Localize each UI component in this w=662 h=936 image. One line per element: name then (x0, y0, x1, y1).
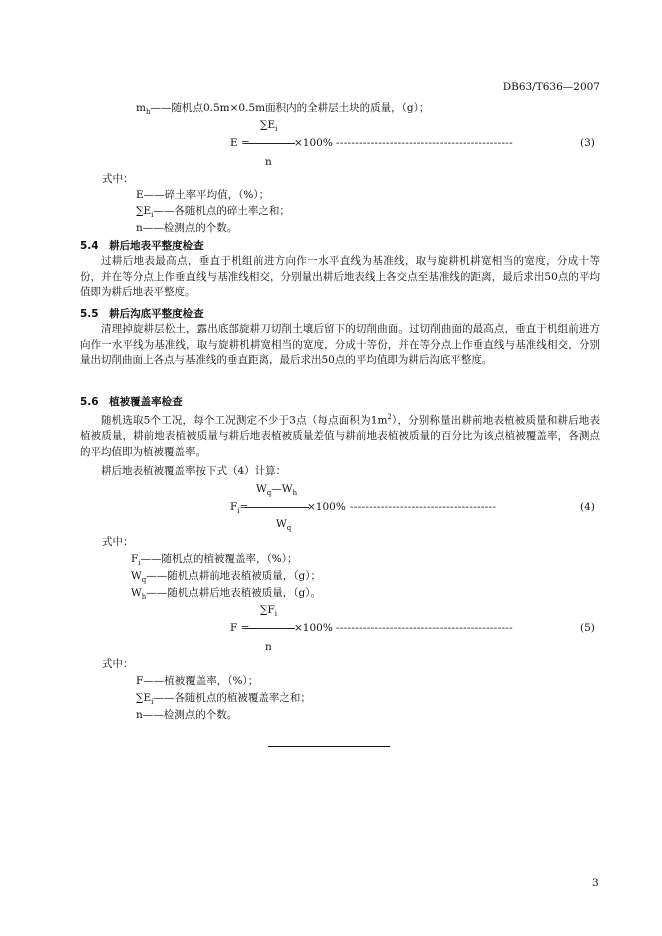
section-body-5-6: 随机选取5个工况，每个工况测定不少于3点（每点面积为$1m^2$），分别称量出耕前地表植被质量和耕后地表植被质量，耕前地表植被质量与耕后地表植被质量差值与耕前地表植被质量的百分比为该点植被覆盖率，各测点的平均值即为植被覆盖率。 (80, 413, 601, 458)
definition-wh: $W_h——$随机点耕后地表植被质量，（g）。 (131, 587, 322, 602)
eq5-numerator: $\sum F_i$ (260, 604, 278, 619)
where-label: 式中： (102, 173, 134, 185)
definition-sum-e: $\sum E_i——$各随机点的碎土率之和； (136, 205, 290, 220)
definition-mh: $m_h——$随机点0.5m×0.5m面积内的全耕层土块的质量，（g）； (136, 102, 430, 117)
definition-sum-ei: $\sum E_i——$各随机点的植被覆盖率之和； (136, 692, 311, 707)
definition-n: n——检测点的个数。 (136, 222, 238, 234)
where-label: 式中： (102, 658, 134, 670)
eq3-denominator: n (265, 156, 272, 168)
eq4-times: ×100% (307, 501, 346, 513)
definition-e: E——碎土率平均值，（%）； (136, 189, 270, 201)
definition-wq: $W_q——$随机点耕前地表植被质量，（g）； (131, 570, 322, 585)
page-number: 3 (592, 877, 599, 889)
eq5-number: (5) (580, 622, 595, 634)
eq5-leader: ---------------------------------------------- (336, 622, 514, 634)
section-body-5-5: 清理掉旋耕层松土，露出底部旋耕刀切削土壤后留下的切削曲面。过切削曲面的最高点，垂直于机组前进方向作一水平线为基准线，取与旋耕机耕宽相当的宽度，分成十等份，并在等分点上作垂直线与基准线相交，分别量出切削曲面上各点与基准线的垂直距离，最后求出50点的平均值即为耕后沟底平整度。 (80, 323, 600, 366)
eq3-lhs: E = (230, 137, 250, 149)
end-rule (268, 746, 390, 747)
definition-f: F——植被覆盖率，（%）； (136, 675, 259, 687)
section-heading-5-4: 5.4 耕后地表平整度检查 (80, 240, 204, 252)
eq4-lhs: $F_i=$ (230, 501, 249, 516)
eq5-lhs: F = (230, 622, 250, 634)
eq3-leader: ---------------------------------------------- (336, 137, 514, 149)
eq4-number: (4) (580, 501, 595, 513)
where-label: 式中： (102, 536, 134, 548)
section-heading-5-5: 5.5 耕后沟底平整度检查 (80, 308, 204, 320)
eq3-times: ×100% (294, 137, 333, 149)
eq4-numerator: $W_q—W_h$ (256, 483, 298, 498)
eq3-numerator: $\sum E_i$ (260, 119, 278, 134)
eq3-fraction-bar (245, 143, 295, 144)
definition-fi: $F_i——$随机点的植被覆盖率，（%）； (131, 553, 298, 568)
eq4-leader: -------------------------------------- (350, 501, 497, 513)
formula-intro: 耕后地表植被覆盖率按下式（4）计算： (101, 465, 287, 477)
section-heading-5-6: 5.6 植被覆盖率检查 (80, 396, 183, 408)
eq5-fraction-bar (245, 628, 295, 629)
document-code: DB63/T636—2007 (502, 81, 600, 93)
eq5-times: ×100% (294, 622, 333, 634)
eq5-denominator: n (265, 641, 272, 653)
eq4-denominator: $W_q$ (276, 518, 292, 533)
definition-n: n——检测点的个数。 (136, 709, 238, 721)
eq3-number: (3) (580, 137, 595, 149)
eq4-fraction-bar (245, 507, 309, 508)
section-body-5-4: 过耕后地表最高点，垂直于机组前进方向作一水平直线为基准线，取与旋耕机耕宽相当的宽度，分成十等份，并在等分点上作垂直线与基准线相交，分别量出耕后地表线上各交点至基准线的距离，最后求出50点的平均值即为耕后地表平整度。 (80, 255, 600, 298)
